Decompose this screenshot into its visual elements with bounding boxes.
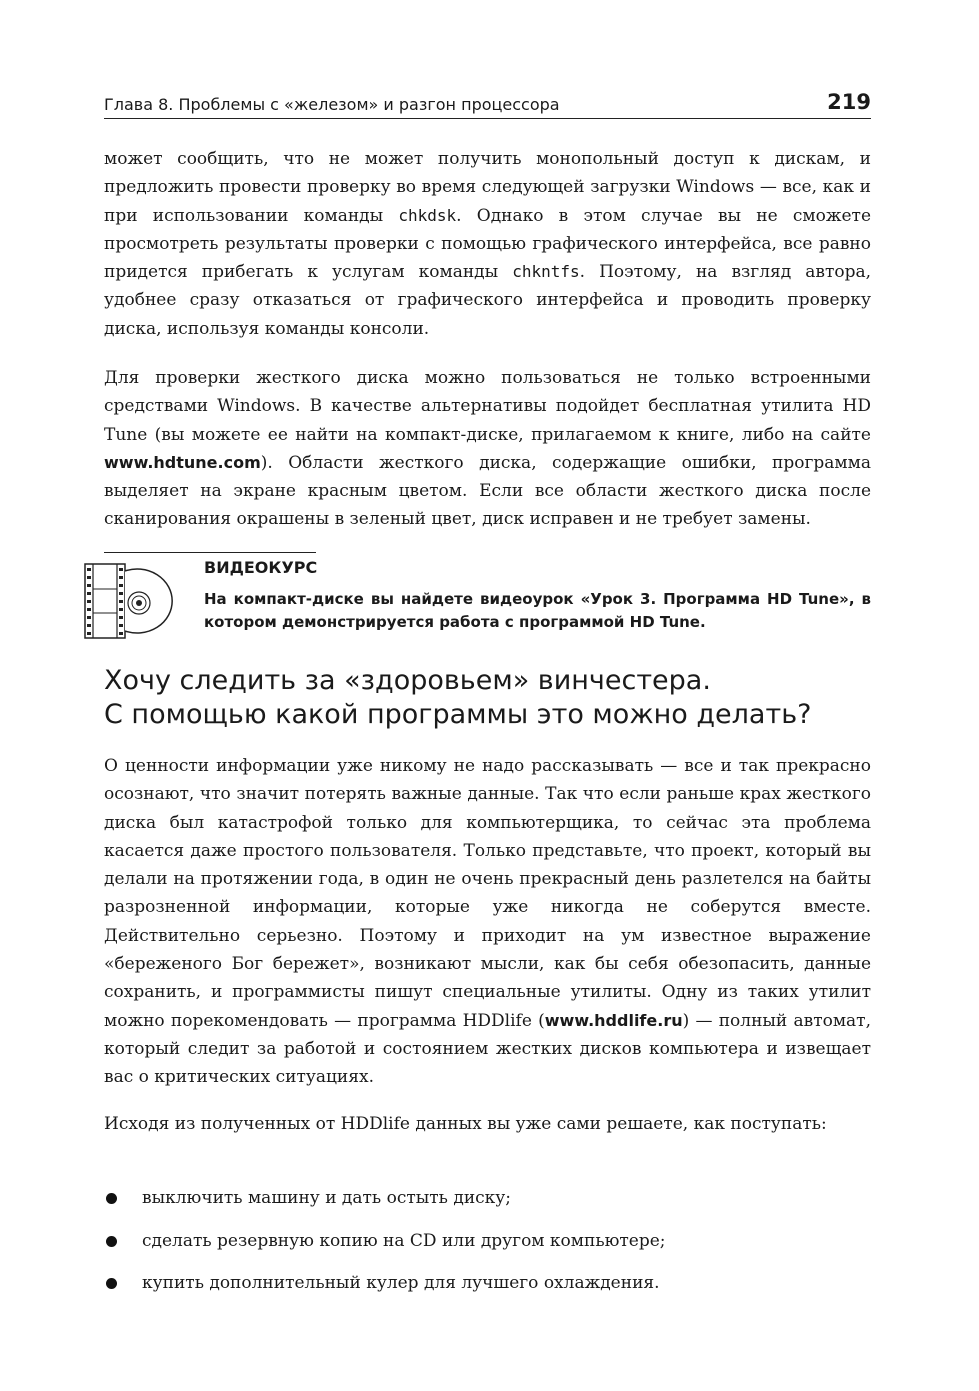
heading-line-1: Хочу следить за «здоровьем» винчестера.: [104, 665, 711, 696]
list-item: [104, 1227, 871, 1255]
videocourse-rule: [104, 552, 316, 553]
bullet-icon: [106, 1278, 117, 1289]
list-item-text: сделать резервную копию на CD или другом компьютере;: [142, 1230, 666, 1251]
list-item-text: купить дополнительный кулер для лучшего охлаждения.: [142, 1273, 660, 1293]
film-disc-icon: [84, 563, 188, 639]
bullet-icon: [106, 1193, 117, 1204]
text-run: . Поэтому, на взгляд автора, удобнее сразу отказаться от графического интерфейса и проводить проверку диска, используя команды консоли.: [104, 262, 872, 339]
running-header: [104, 92, 871, 119]
text-run: . Однако в этом случае вы не сможете просмотреть результаты проверки с помощью графического интерфейса, все равно придется прибегать к услугам команды: [104, 205, 871, 283]
text-run: может сообщить, что не может получить монопольный доступ к дискам, и предложить провести проверку во время следующей загрузки Windows — все, как и при использовании команды: [104, 149, 871, 226]
text-run: ) — полный автомат, который следит за работой и состоянием жестких дисков компьютера и извещает вас о критических ситуациях.: [104, 1010, 871, 1088]
heading-line-2: С помощью какой программы это можно делать?: [104, 699, 812, 730]
videocourse-text: На компакт-диске вы найдете видеоурок «Урок 3. Программа HD Tune», в котором демонстрируется работа с программой HD Tune.: [204, 590, 871, 631]
command-chkdsk: chkdsk: [398, 205, 457, 225]
url-hdtune: www.hdtune.com: [104, 452, 261, 472]
url-hddlife: www.hddlife.ru: [544, 1010, 683, 1030]
section-heading: [104, 664, 884, 732]
paragraph-hdtune: [104, 364, 871, 534]
paragraph-chkdsk: [104, 145, 871, 343]
text-run: О ценности информации уже никому не надо рассказывать — все и так прекрасно осознают, что значит потерять важные данные. Так что если раньше крах жесткого диска был катастрофой только для компьютерщика, то сейчас эта проблема касается даже простого пользователя. Только представьте, что проект, который вы делали на протяжении года, в один не очень прекрасный день разлетелся на байты разрозненной информации, которые уже никогда не соберутся вместе. Действительно серьезно. Поэтому и приходит на ум известное выражение «береженого Бог бережет», возникают мысли, как бы себя обезопасить, данные сохранить, и программисты пишут специальные утилиты. Одну из таких утилит можно порекомендовать — программа HDDlife (: [104, 756, 871, 1031]
paragraph-hddlife: [104, 752, 871, 1092]
videocourse-title: ВИДЕОКУРС: [204, 558, 318, 577]
text-run: ). Области жесткого диска, содержащие ошибки, программа выделяет на экране красным цветом. Если все области жесткого диска после сканирования окрашены в зеленый цвет, диск исправен и не требует замены.: [104, 452, 871, 530]
text-run: Для проверки жесткого диска можно пользоваться не только встроенными средствами Windows. В качестве альтернативы подойдет бесплатная утилита HD Tune (вы можете ее найти на компакт-диске, прилагаемом к книге, либо на сайте: [104, 368, 871, 445]
list-item: [104, 1269, 871, 1297]
page-number: 219: [827, 90, 871, 114]
list-item: [104, 1184, 871, 1212]
bullet-icon: [106, 1236, 117, 1247]
bullet-list: [104, 1184, 871, 1312]
paragraph-options-intro: Исходя из полученных от HDDlife данных вы уже сами решаете, как поступать:: [104, 1114, 827, 1134]
chapter-title: Глава 8. Проблемы с «железом» и разгон процессора: [104, 95, 560, 114]
command-chkntfs: chkntfs: [512, 262, 580, 282]
list-item-text: выключить машину и дать остыть диску;: [142, 1188, 512, 1208]
